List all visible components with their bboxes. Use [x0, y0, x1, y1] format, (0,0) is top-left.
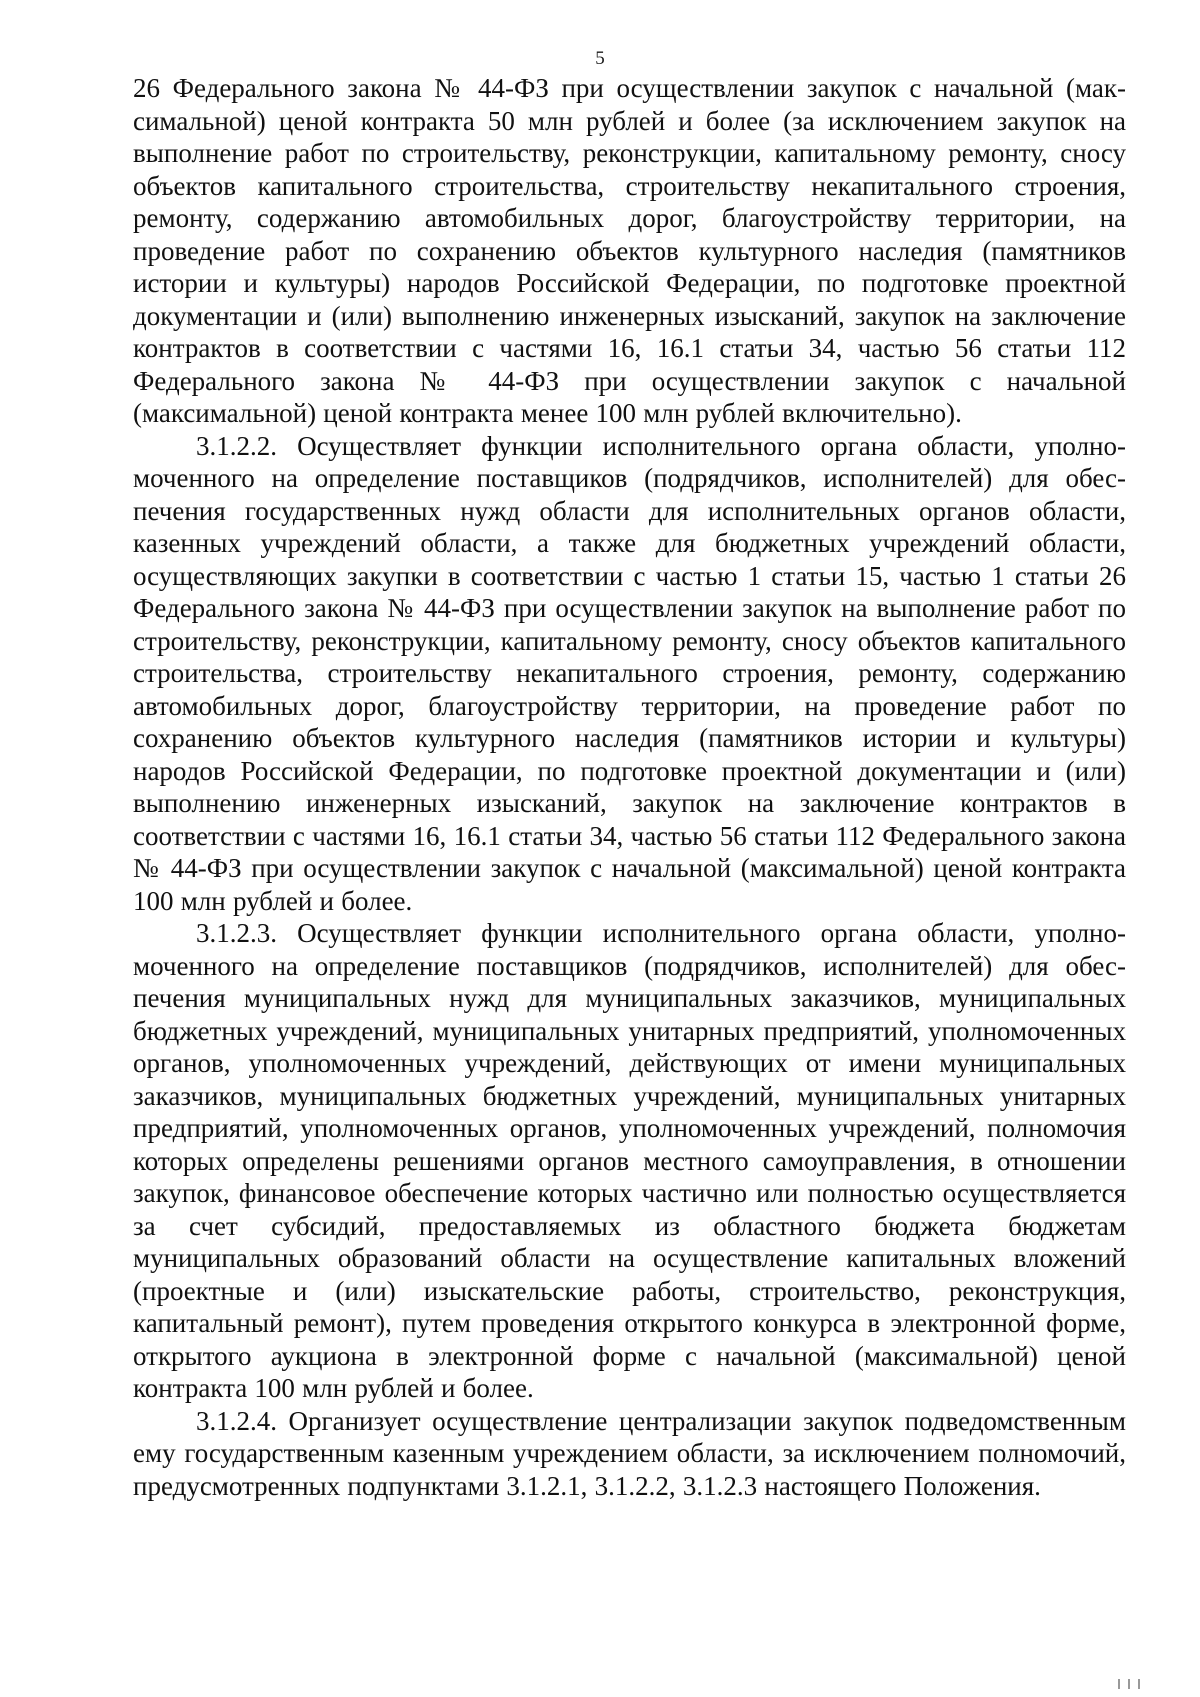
paragraph-continuation: 26 Федерального закона № 44-ФЗ при осуществлении закупок с начальной (максимальной) ценой контракта 50 млн рублей и более (за исключением закупок на выполнение работ по строительству, реконструкции, капитальному ремонту, сносу объектов капитального строительства, строительству некапитального строения, ремонту, содержанию автомобильных дорог, благоустройству территории, на проведение работ по сохранению объектов культурного наследия (памятников истории и культуры) народов Российской Федерации, по подготовке проектной документации и (или) выполнению инженерных изысканий, закупок на заключение контрактов в соответствии с частями 16, 16.1 статьи 34, частью 56 статьи 112 Федерального закона № 44-ФЗ при осуществлении закупок с начальной (максимальной) ценой контракта менее 100 млн рублей включительно). — [133, 73, 1126, 428]
scan-mark — [1138, 1679, 1140, 1689]
scan-mark — [1118, 1679, 1120, 1689]
document-body — [133, 72, 1126, 1502]
scan-corner-marks — [1020, 1671, 1140, 1689]
paragraph-3-1-2-3: 3.1.2.3. Осуществляет функции исполнительного органа области, уполномоченного на определение поставщиков (подрядчиков, исполнителей) для обеспечения муниципальных нужд для муниципальных заказчиков, муниципальных бюджетных учреждений, муниципальных унитарных предприятий, уполномоченных органов, уполномоченных учреждений, действующих от имени муниципальных заказчиков, муниципальных бюджетных учреждений, муниципальных унитарных предприятий, уполномоченных органов, уполномоченных учреждений, полномочия которых определены решениями органов местного самоуправления, в отношении закупок, финансовое обеспечение которых частично или полностью осуществляется за счет субсидий, предоставляемых из областного бюджета бюджетам муниципальных образований области на осуществление капитальных вложений (проектные и (или) изыскательские работы, строительство, реконструкция, капитальный ремонт), путем проведения открытого конкурса в электронной форме, открытого аукциона в электронной форме с начальной (максимальной) ценой контракта 100 млн рублей и более. — [133, 918, 1126, 1403]
scan-mark — [1128, 1679, 1130, 1689]
page-number: 5 — [595, 48, 605, 69]
paragraph-3-1-2-2: 3.1.2.2. Осуществляет функции исполнительного органа области, уполномоченного на определение поставщиков (подрядчиков, исполнителей) для обеспечения государственных нужд области для исполнительных органов области, казенных учреждений области, а также для бюджетных учреждений области, осуществляющих закупки в соответствии с частью 1 статьи 15, частью 1 статьи 26 Федерального закона № 44-ФЗ при осуществлении закупок на выполнение работ по строительству, реконструкции, капитальному ремонту, сносу объектов капитального строительства, строительству некапитального строения, ремонту, содержанию автомобильных дорог, благоустройству территории, на проведение работ по сохранению объектов культурного наследия (памятников истории и культуры) народов Российской Федерации, по подготовке проектной документации и (или) выполнению инженерных изысканий, закупок на заключение контрактов в соответствии с частями 16, 16.1 статьи 34, частью 56 статьи 112 Федерального закона № 44-ФЗ при осуществлении закупок с начальной (максимальной) ценой контракта 100 млн рублей и более. — [133, 430, 1126, 916]
paragraph-3-1-2-4: 3.1.2.4. Организует осуществление централизации закупок подведомственным ему государственным казенным учреждением области, за исключением полномочий, предусмотренных подпунктами 3.1.2.1, 3.1.2.2, 3.1.2.3 настоящего Положения. — [133, 1405, 1126, 1501]
